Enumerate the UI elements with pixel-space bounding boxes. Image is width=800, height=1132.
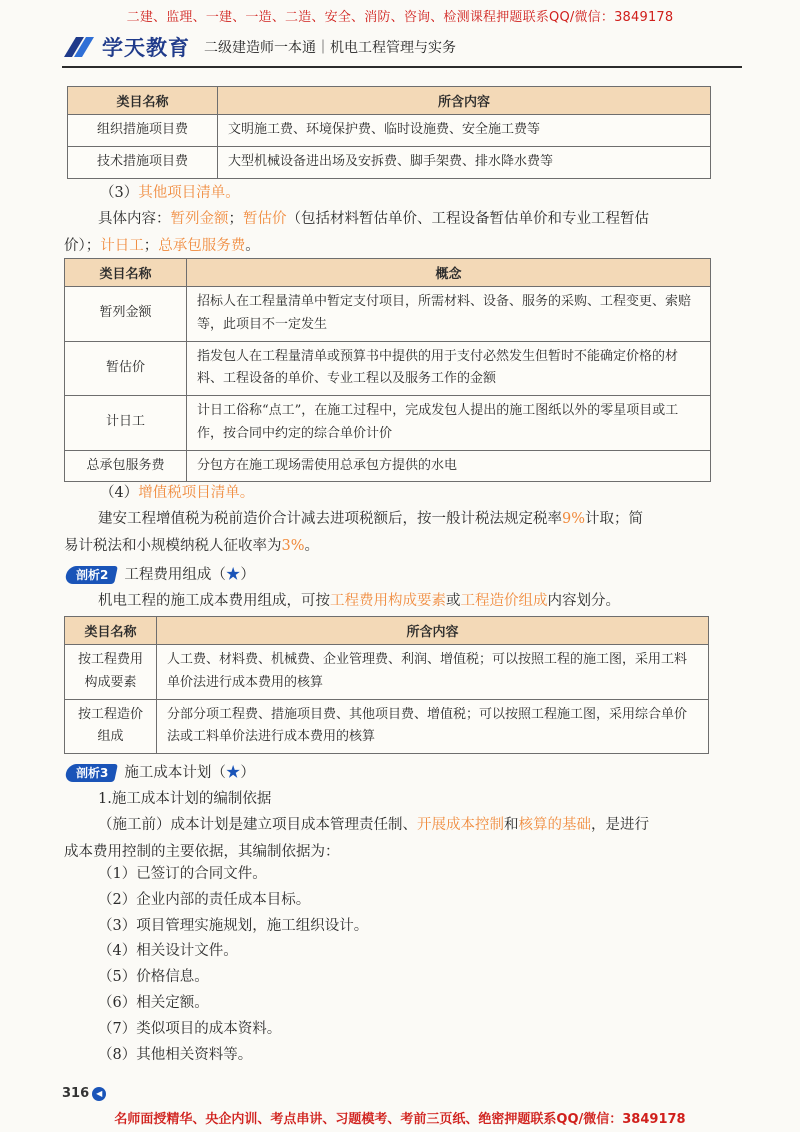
list-item: （7）类似项目的成本资料。: [98, 1020, 282, 1037]
book-title: 二级建造师一本通｜机电工程管理与实务: [204, 40, 456, 56]
table-cell: 指发包人在工程量清单或预算书中提供的用于支付必然发生但暂时不能确定价格的材料、工程设备的单价、专业工程以及服务工作的金额: [187, 341, 711, 396]
subsection-title: 1.施工成本计划的编制依据: [98, 791, 272, 807]
section-4-heading: [100, 480, 254, 507]
column-header: 概念: [187, 259, 711, 287]
table-cell: 按工程费用构成要素: [65, 645, 157, 700]
table-cell: 总承包服务费: [65, 450, 187, 482]
highlight-text: 9%: [562, 511, 586, 527]
section-title: 增值税项目清单。: [138, 485, 255, 501]
text: （施工前）成本计划是建立项目成本管理责任制、: [98, 817, 417, 833]
table-cell: 暂列金额: [65, 287, 187, 342]
analysis-badge: 剖析2: [64, 566, 118, 584]
section-title: 其他项目清单。: [138, 185, 240, 201]
highlight-text: 暂估价: [243, 211, 287, 227]
section-3-heading: [100, 180, 240, 207]
column-header: 类目名称: [68, 87, 218, 115]
section-4-paragraph: [64, 506, 724, 560]
table-row: [65, 450, 711, 482]
text: （包括材料暂估单价、工程设备暂估单价和专业工程暂估: [286, 211, 649, 227]
highlight-text: 3%: [281, 537, 305, 554]
highlight-text: 工程造价组成: [460, 593, 548, 609]
section-number: （4）: [100, 485, 139, 501]
table-header-row: [65, 617, 709, 645]
text: ，是进行: [591, 817, 649, 833]
table-row: [65, 645, 709, 700]
arrow-left-icon: ◀: [92, 1087, 106, 1101]
analysis-2-paragraph: [98, 588, 728, 615]
table-row: [65, 699, 709, 754]
brand-name: 学天教育: [102, 36, 190, 60]
header-divider: [62, 66, 742, 68]
page-number: [62, 1086, 106, 1101]
cost-composition-table: [64, 616, 709, 754]
highlight-text: 工程费用构成要素: [330, 593, 446, 609]
page-header: [62, 30, 742, 64]
text: 计取；简: [585, 511, 644, 527]
text: 内容划分。: [547, 593, 620, 609]
table-row: [65, 396, 711, 451]
section-number: （3）: [100, 185, 139, 201]
highlight-text: 总承包服务费: [158, 237, 246, 254]
table-cell: 技术措施项目费: [68, 146, 218, 178]
table-header-row: [68, 87, 711, 115]
column-header: 所含内容: [218, 87, 711, 115]
table-cell: 分包方在施工现场需使用总承包方提供的水电: [187, 450, 711, 482]
top-promo-banner: 二建、监理、一建、一造、二造、安全、消防、咨询、检测课程押题联系QQ/微信：3849178: [126, 10, 674, 25]
text: 。: [245, 237, 260, 254]
text: 价）；: [64, 237, 101, 254]
section-3-paragraph: [64, 206, 724, 260]
table-cell: 计日工: [65, 396, 187, 451]
table-cell: 暂估价: [65, 341, 187, 396]
table-cell: 大型机械设备进出场及安拆费、脚手架费、排水降水费等: [218, 146, 711, 178]
table-cell: 文明施工费、环境保护费、临时设施费、安全施工费等: [218, 115, 711, 147]
basis-list: [98, 862, 368, 1068]
text: ）: [240, 567, 255, 583]
text: 成本费用控制的主要依据，其编制依据为：: [64, 843, 340, 860]
table-cell: 计日工俗称“点工”，在施工过程中，完成发包人提出的施工图纸以外的零星项目或工作，按合同中约定的综合单价计价: [187, 396, 711, 451]
brand-logo-icon: [62, 33, 96, 61]
column-header: 所含内容: [157, 617, 709, 645]
list-item: （4）相关设计文件。: [98, 943, 238, 960]
list-item: （6）相关定额。: [98, 994, 209, 1011]
measures-table: [67, 86, 711, 179]
text: 易计税法和小规模纳税人征收率为: [64, 537, 282, 554]
text: 具体内容：: [98, 211, 171, 227]
star-icon: ★: [225, 765, 241, 781]
star-icon: ★: [225, 567, 241, 583]
highlight-text: 核算的基础: [518, 817, 591, 833]
analysis-title: 工程费用组成（: [124, 567, 226, 583]
bottom-promo-banner: 名师面授精华、央企内训、考点串讲、习题模考、考前三页纸、绝密押题联系QQ/微信：3849178: [114, 1112, 686, 1127]
table-row: [65, 287, 711, 342]
highlight-text: 暂列金额: [170, 211, 229, 227]
table-cell: 招标人在工程量清单中暂定支付项目，所需材料、设备、服务的采购、工程变更、索赔等，此项目不一定发生: [187, 287, 711, 342]
table-cell: 组织措施项目费: [68, 115, 218, 147]
text: ；: [143, 237, 159, 254]
list-item: （5）价格信息。: [98, 969, 209, 986]
highlight-text: 计日工: [100, 237, 144, 254]
table-cell: 按工程造价组成: [65, 699, 157, 754]
table-header-row: [65, 259, 711, 287]
analysis-badge: 剖析3: [64, 764, 118, 782]
list-item: （3）项目管理实施规划，施工组织设计。: [98, 917, 369, 934]
analysis-title: 施工成本计划（: [124, 765, 226, 781]
analysis-2-heading: [66, 562, 255, 589]
highlight-text: 开展成本控制: [417, 817, 504, 833]
table-row: [68, 115, 711, 147]
table-cell: 分部分项工程费、措施项目费、其他项目费、增值税；可以按照工程施工图，采用综合单价法或工料单价法进行成本费用的核算: [157, 699, 709, 754]
column-header: 类目名称: [65, 259, 187, 287]
text: ）: [240, 765, 255, 781]
list-item: （1）已签订的合同文件。: [98, 866, 267, 882]
table-row: [68, 146, 711, 178]
text: 机电工程的施工成本费用组成，可按: [98, 593, 330, 609]
text: 建安工程增值税为税前造价合计减去进项税额后，按一般计税法规定税率: [98, 511, 562, 527]
other-items-table: [64, 258, 711, 482]
analysis-3-paragraph: [64, 812, 724, 866]
table-cell: 人工费、材料费、机械费、企业管理费、利润、增值税；可以按照工程的施工图，采用工料单价法进行成本费用的核算: [157, 645, 709, 700]
column-header: 类目名称: [65, 617, 157, 645]
page-number-text: 316: [62, 1086, 90, 1101]
list-item: （2）企业内部的责任成本目标。: [98, 891, 311, 908]
analysis-3-heading: [66, 760, 255, 787]
list-item: （8）其他相关资料等。: [98, 1046, 253, 1063]
text: 。: [304, 537, 320, 554]
table-row: [65, 341, 711, 396]
text: 或: [446, 593, 461, 609]
text: ；: [228, 211, 243, 227]
text: 和: [504, 817, 519, 833]
